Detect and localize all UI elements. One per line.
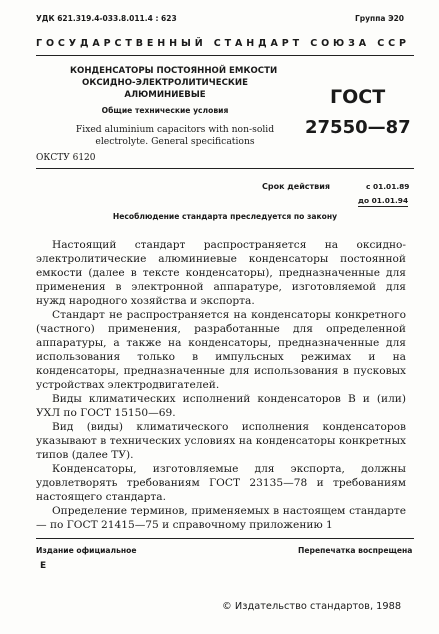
reprint-notice: Перепечатка воспрещена (298, 546, 413, 555)
paragraph-terms: Определение терминов, применяемых в настоящем стандарте — по ГОСТ 21415—75 и справочному приложению 1 (36, 505, 406, 531)
paragraph-climate-spec: Вид (виды) климатического исполнения конденсаторов указывают в технических условиях на конденсаторы конкретных типов (далее ТУ). (36, 421, 406, 461)
validity-label: Срок действия (262, 182, 330, 191)
title-rule (36, 168, 414, 169)
english-title-line-2: electrolyte. General specifications (95, 136, 255, 147)
official-edition: Издание официальное (36, 546, 137, 555)
paragraph-climate: Виды климатических исполнений конденсаторов В и (или) УХЛ по ГОСТ 15150—69. (36, 393, 406, 419)
okstu-code: ОКСТУ 6120 (36, 153, 96, 163)
english-title-line-1: Fixed aluminium capacitors with non-solid (75, 124, 275, 135)
gost-label: ГОСТ (330, 86, 386, 108)
title-line-2: ОКСИДНО-ЭЛЕКТРОЛИТИЧЕСКИЕ (82, 78, 248, 88)
udk-code: УДК 621.319.4-033.8.011.4 : 623 (36, 14, 177, 23)
group-code: Группа Э20 (355, 14, 405, 23)
standard-banner: ГОСУДАРСТВЕННЫЙ СТАНДАРТ СОЮЗА ССР (36, 38, 410, 49)
title-line-1: КОНДЕНСАТОРЫ ПОСТОЯННОЙ ЕМКОСТИ (70, 66, 278, 76)
paragraph-exclusions: Стандарт не распространяется на конденсаторы конкретного (частного) применения, разработанные для определенной аппаратуры, а также на конденсаторы, предназначенные для использования только в импульсных режимах и на конденсаторы, предназначенные для использования в пусковых устройствах электродвигателей. (36, 309, 406, 391)
banner-rule (36, 55, 414, 56)
title-line-3: АЛЮМИНИЕВЫЕ (124, 90, 206, 100)
validity-from: с 01.01.89 (366, 182, 410, 191)
paragraph-export: Конденсаторы, изготовляемые для экспорта, должны удовлетворять требованиям ГОСТ 23135—78 и требованиям настоящего стандарта. (36, 463, 406, 503)
validity-to: до 01.01.94 (358, 196, 409, 205)
gost-number: 27550—87 (305, 117, 411, 138)
law-warning: Несоблюдение стандарта преследуется по закону (112, 212, 338, 221)
edition-letter: Е (40, 561, 47, 571)
footer-rule (36, 538, 414, 539)
paragraph-scope: Настоящий стандарт распространяется на оксидно-электролитические алюминиевые конденсаторы постоянной емкости (далее в тексте конденсаторы), предназначенные для применения в электронной аппаратуре, изготовляемой для нужд народного хозяйства и экспорта. (36, 239, 406, 307)
body-text (36, 238, 406, 532)
subtitle: Общие технические условия (101, 106, 229, 115)
copyright: © Издательство стандартов, 1988 (222, 601, 402, 612)
